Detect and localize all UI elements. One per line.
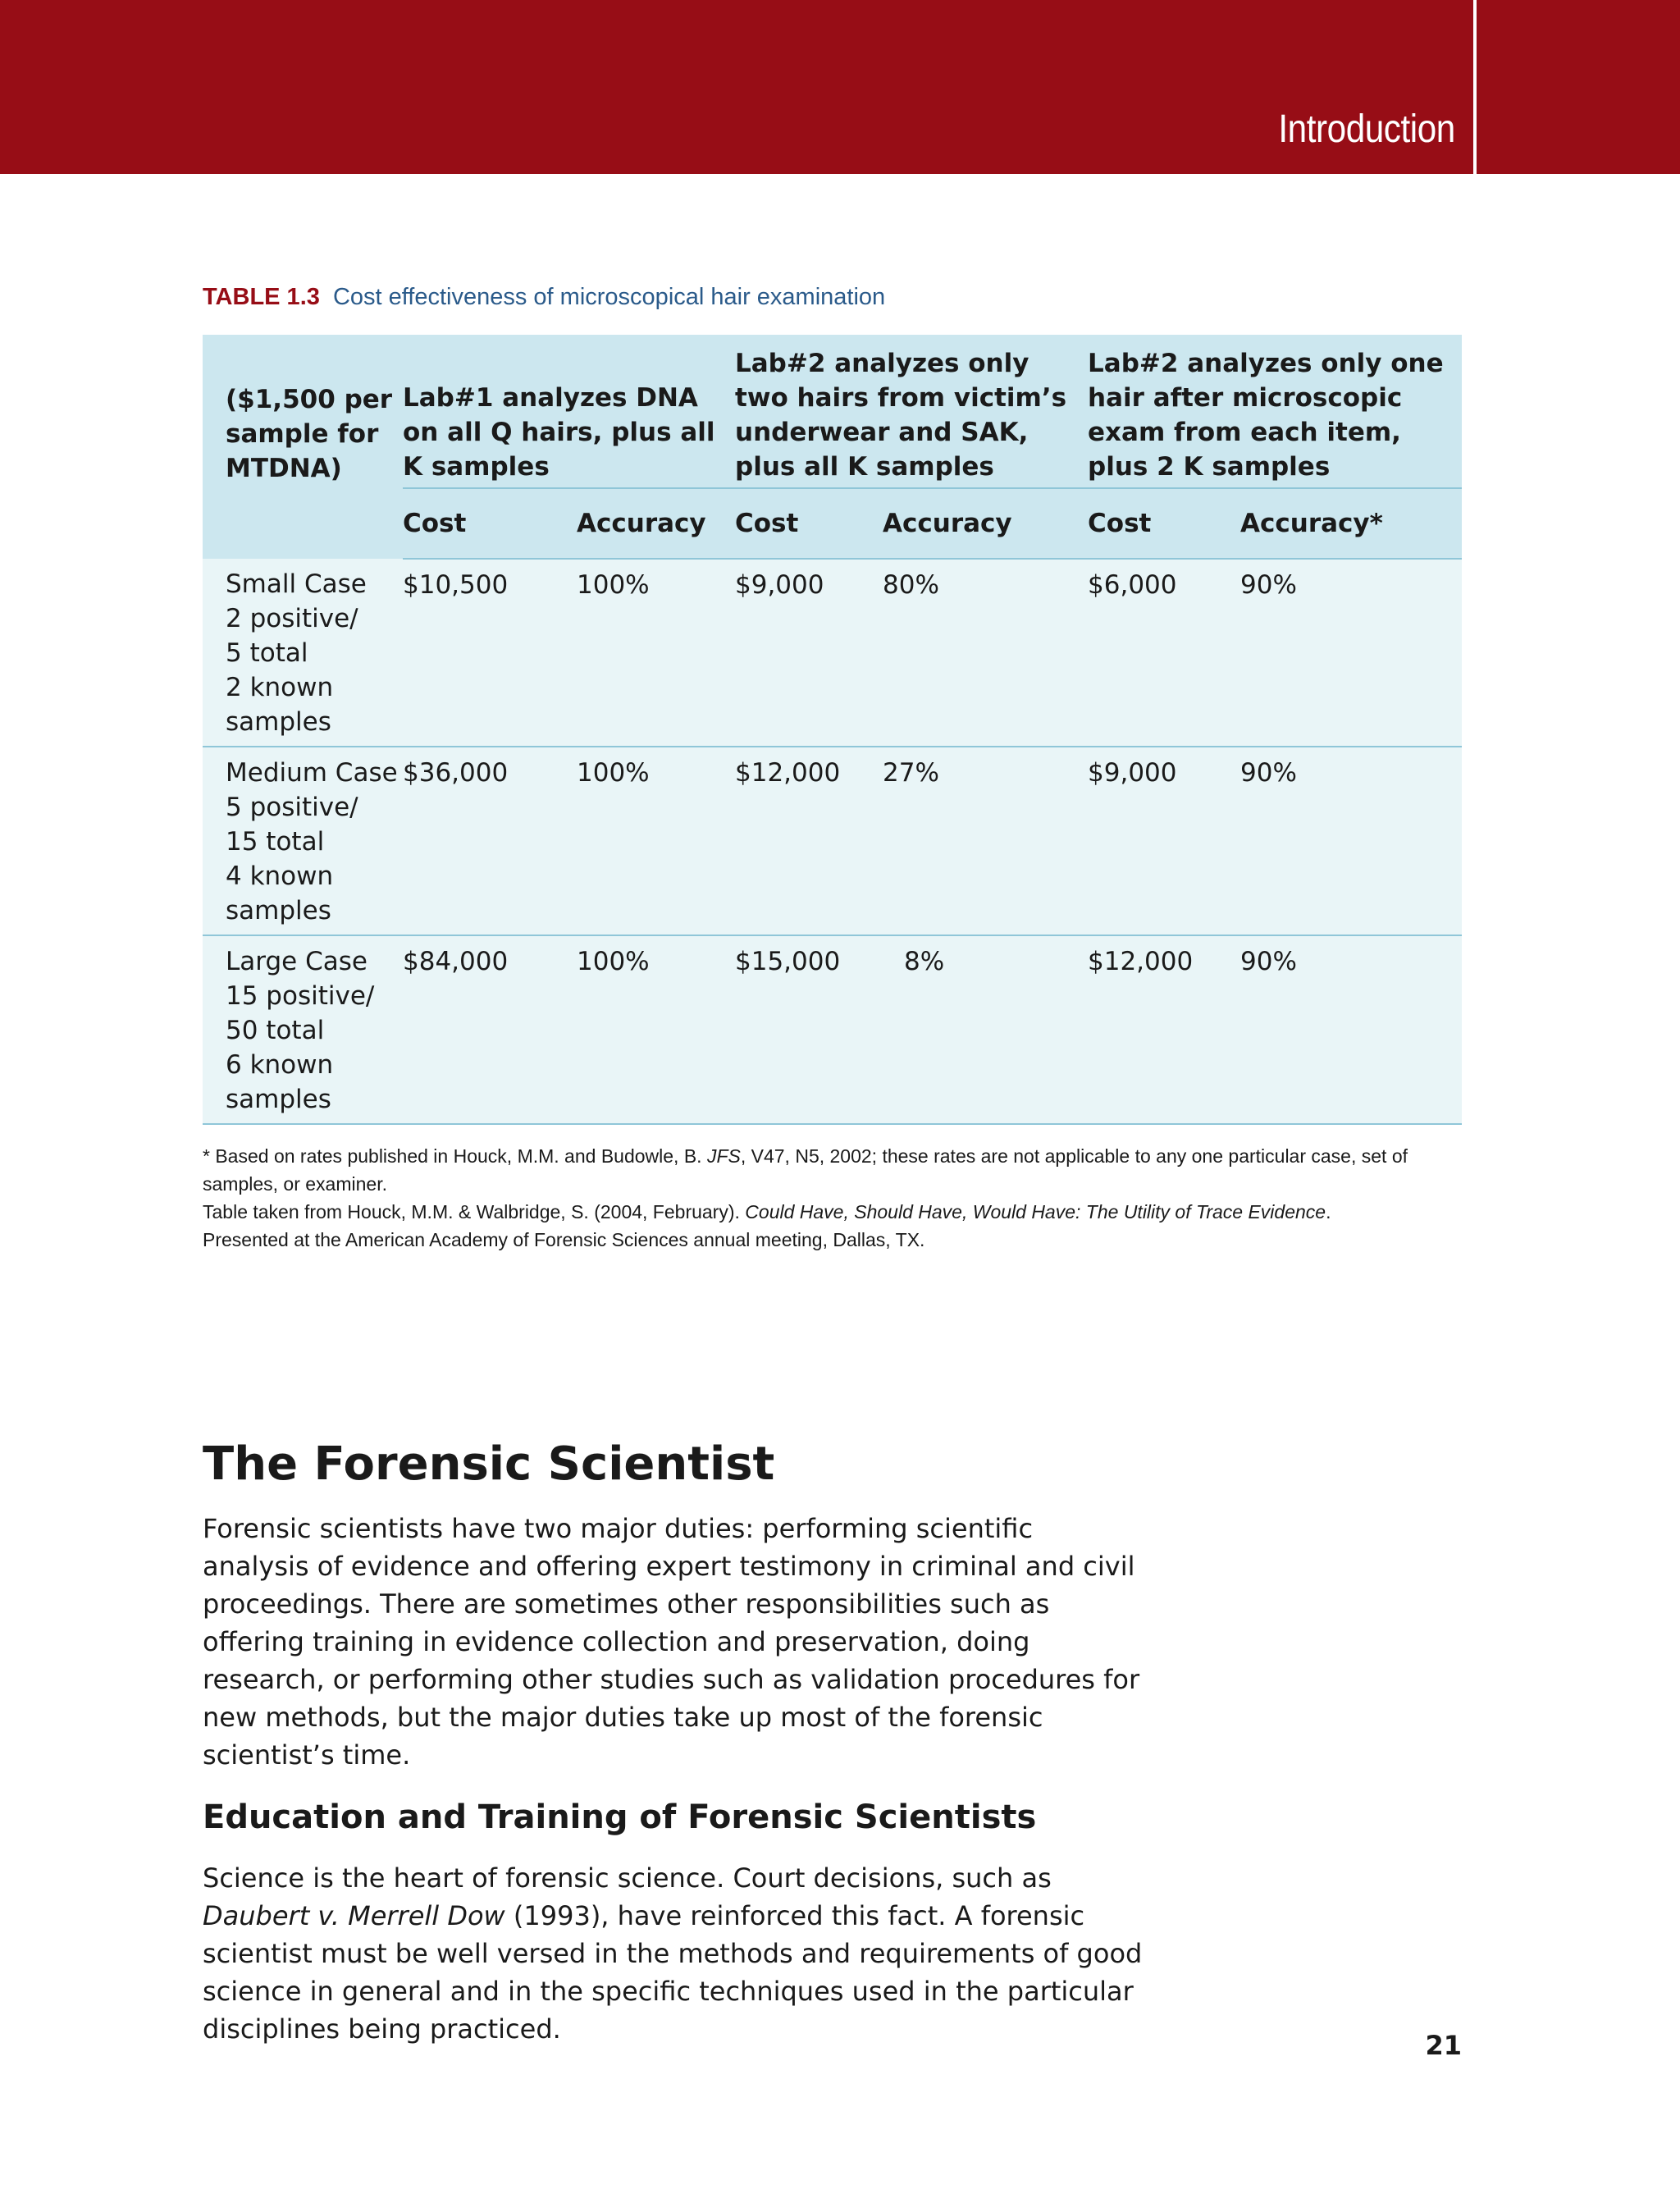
cost-header: Cost bbox=[403, 488, 577, 559]
value-cell: 90% bbox=[1240, 747, 1462, 935]
table-caption-text: Cost effectiveness of microscopical hair examination bbox=[332, 284, 886, 310]
case-cell: Small Case 2 positive/ 5 total 2 known samples bbox=[203, 559, 403, 747]
footnote-citation: Table taken from Houck, M.M. & Walbridge, S. (2004, February). Could Have, Should Have, Would Have: The Utility of Trace Evidence. bbox=[203, 1201, 1331, 1222]
cost-header: Cost bbox=[1088, 488, 1240, 559]
value-cell: 100% bbox=[577, 747, 735, 935]
footnote-source: * Based on rates published in Houck, M.M. and Budowle, B. JFS, V47, N5, 2002; these rates are not applicable to any one particular case, set of samples, or examiner. bbox=[203, 1145, 1408, 1195]
value-cell: 80% bbox=[883, 559, 1088, 747]
table-row bbox=[203, 559, 1462, 747]
banner-divider bbox=[1473, 0, 1477, 174]
cost-table bbox=[203, 335, 1462, 1125]
table-header-row bbox=[203, 335, 1462, 488]
value-cell: $9,000 bbox=[1088, 747, 1240, 935]
cost-header: Cost bbox=[735, 488, 883, 559]
section-paragraph: Forensic scientists have two major duties: performing scientific analysis of evidence and offering expert testimony in criminal and civil proceedings. There are sometimes other responsibilities such as offering training in evidence collection and preservation, doing research, or performing other studies such as validation procedures for new methods, but the major duties take up most of the forensic scientist’s time. bbox=[203, 1513, 1140, 1771]
value-cell: $15,000 bbox=[735, 935, 883, 1124]
value-cell: $12,000 bbox=[1088, 935, 1240, 1124]
section-title: Introduction bbox=[1278, 107, 1455, 151]
value-cell: $36,000 bbox=[403, 747, 577, 935]
value-cell: 8% bbox=[883, 935, 1088, 1124]
accuracy-header: Accuracy bbox=[883, 488, 1088, 559]
value-cell: $12,000 bbox=[735, 747, 883, 935]
footnote-venue: Presented at the American Academy of Forensic Sciences annual meeting, Dallas, TX. bbox=[203, 1229, 925, 1250]
lab2a-header: Lab#2 analyzes only two hairs from victim’s underwear and SAK, plus all K samples bbox=[735, 335, 1088, 488]
section-heading: The Forensic Scientist bbox=[203, 1437, 775, 1491]
subsection-heading: Education and Training of Forensic Scientists bbox=[203, 1798, 1037, 1836]
table-caption bbox=[203, 284, 885, 311]
page-number: 21 bbox=[1425, 2030, 1462, 2061]
case-cell: Medium Case 5 positive/ 15 total 4 known samples bbox=[203, 747, 403, 935]
value-cell: 90% bbox=[1240, 935, 1462, 1124]
accuracy-header: Accuracy bbox=[577, 488, 735, 559]
value-cell: $10,500 bbox=[403, 559, 577, 747]
accuracy-header: Accuracy* bbox=[1240, 488, 1462, 559]
table-row bbox=[203, 747, 1462, 935]
value-cell: 100% bbox=[577, 935, 735, 1124]
table-row bbox=[203, 935, 1462, 1124]
case-cell: Large Case 15 positive/ 50 total 6 known samples bbox=[203, 935, 403, 1124]
table-footnote bbox=[203, 1142, 1466, 1254]
subsection-paragraph: Science is the heart of forensic science. Court decisions, such as Daubert v. Merrell Dow (1993), have reinforced this fact. A forensic scientist must be well versed in the methods and requirements of good science in general and in the specific techniques used in the particular disciplines being practiced. bbox=[203, 1862, 1143, 2045]
value-cell: $6,000 bbox=[1088, 559, 1240, 747]
value-cell: $9,000 bbox=[735, 559, 883, 747]
value-cell: 90% bbox=[1240, 559, 1462, 747]
param-header: ($1,500 per sample for MTDNA) bbox=[203, 335, 403, 559]
case-citation: Daubert v. Merrell Dow bbox=[203, 1900, 505, 1931]
value-cell: 27% bbox=[883, 747, 1088, 935]
value-cell: $84,000 bbox=[403, 935, 577, 1124]
lab1-header: Lab#1 analyzes DNA on all Q hairs, plus all K samples bbox=[403, 335, 735, 488]
table-label: TABLE 1.3 bbox=[203, 284, 320, 310]
lab2b-header: Lab#2 analyzes only one hair after microscopic exam from each item, plus 2 K samples bbox=[1088, 335, 1462, 488]
value-cell: 100% bbox=[577, 559, 735, 747]
